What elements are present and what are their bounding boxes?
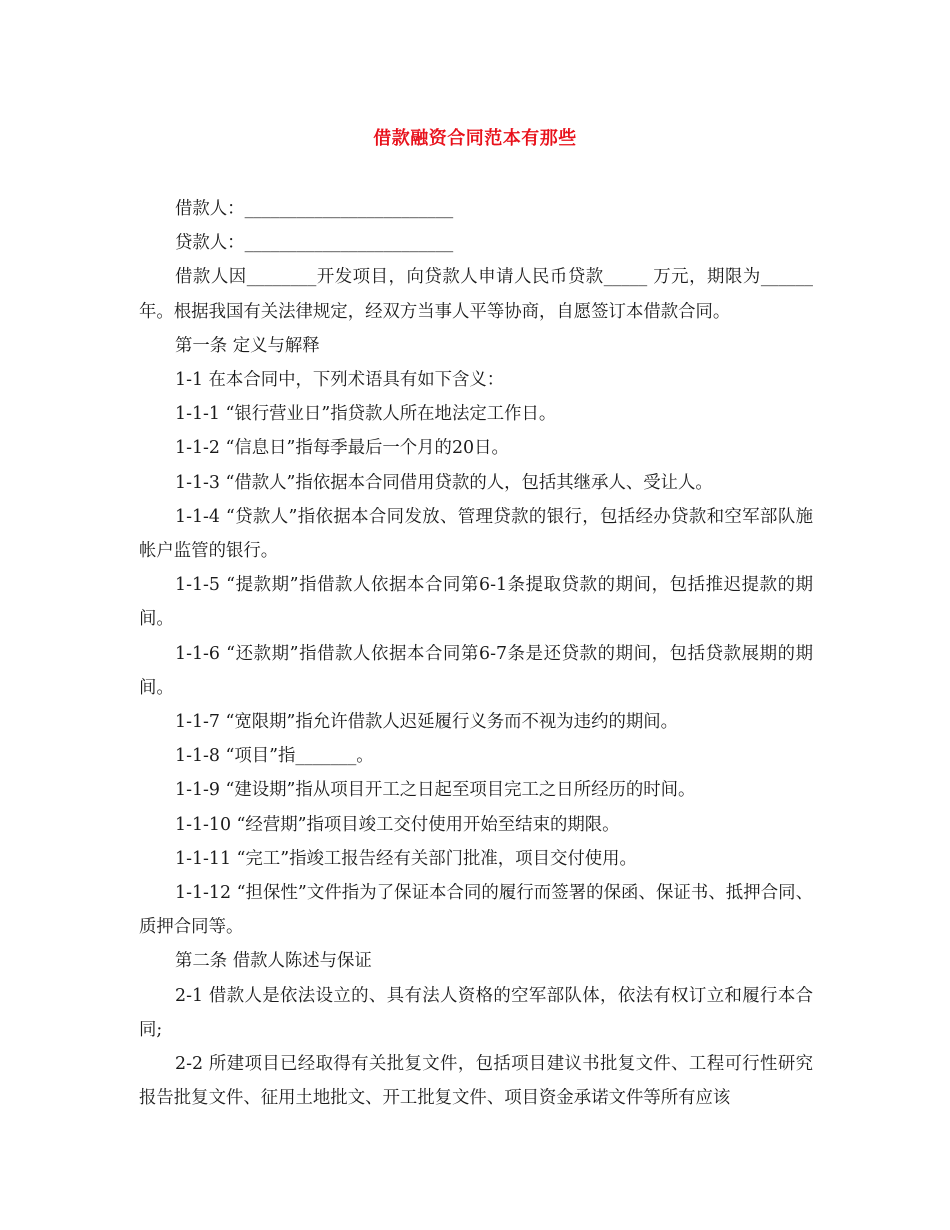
document-title: 借款融资合同范本有那些 xyxy=(373,128,577,149)
clause-1-1-9: 1-1-9 “建设期”指从项目开工之日起至项目完工之日所经历的时间。 xyxy=(175,780,696,801)
clause-1-1-5: 1-1-5 “提款期”指借款人依据本合同第6-1条提取贷款的期间，包括推迟提款的期间。 xyxy=(139,575,813,630)
clause-1-1-1: 1-1-1 “银行营业日”指贷款人所在地法定工作日。 xyxy=(175,404,557,425)
clause-1-1-3: 1-1-3 “借款人”指依据本合同借用贷款的人，包括其继承人、受让人。 xyxy=(175,472,713,493)
clause-1-1: 1-1 在本合同中，下列术语具有如下含义： xyxy=(175,370,505,391)
clause-2-2: 2-2 所建项目已经取得有关批复文件，包括项目建议书批复文件、工程可行性研究报告批复文件、征用土地批文、开工批复文件、项目资金承诺文件等所有应该 xyxy=(139,1054,813,1109)
article-2-heading: 第二条 借款人陈述与保证 xyxy=(175,951,372,972)
clause-1-1-2: 1-1-2 “信息日”指每季最后一个月的20日。 xyxy=(175,438,509,459)
clause-2-1: 2-1 借款人是依法设立的、具有法人资格的空军部队体，依法有权订立和履行本合同; xyxy=(139,985,813,1040)
article-1-heading: 第一条 定义与解释 xyxy=(175,335,320,356)
clause-1-1-4: 1-1-4 “贷款人”指依据本合同发放、管理贷款的银行，包括经办贷款和空军部队施帐户监管的银行。 xyxy=(139,506,813,562)
document-body xyxy=(139,192,813,1115)
lender-line: 贷款人：________________________ xyxy=(175,233,454,254)
preamble-paragraph: 借款人因________开发项目，向贷款人申请人民币贷款_____ 万元，期限为______年。根据我国有关法律规定，经双方当事人平等协商，自愿签订本借款合同。 xyxy=(139,267,813,322)
clause-1-1-10: 1-1-10 “经营期”指项目竣工交付使用开始至结束的期限。 xyxy=(175,814,620,835)
borrower-line: 借款人：________________________ xyxy=(175,199,454,219)
clause-1-1-11: 1-1-11 “完工”指竣工报告经有关部门批准，项目交付使用。 xyxy=(175,848,637,869)
clause-1-1-12: 1-1-12 “担保性”文件指为了保证本合同的履行而签署的保函、保证书、抵押合同、质押合同等。 xyxy=(139,883,813,938)
clause-1-1-8: 1-1-8 “项目”指_______。 xyxy=(175,746,374,767)
clause-1-1-6: 1-1-6 “还款期”指借款人依据本合同第6-7条是还贷款的期间，包括贷款展期的期间。 xyxy=(139,643,813,698)
clause-1-1-7: 1-1-7 “宽限期”指允许借款人迟延履行义务而不视为违约的期间。 xyxy=(175,712,679,733)
